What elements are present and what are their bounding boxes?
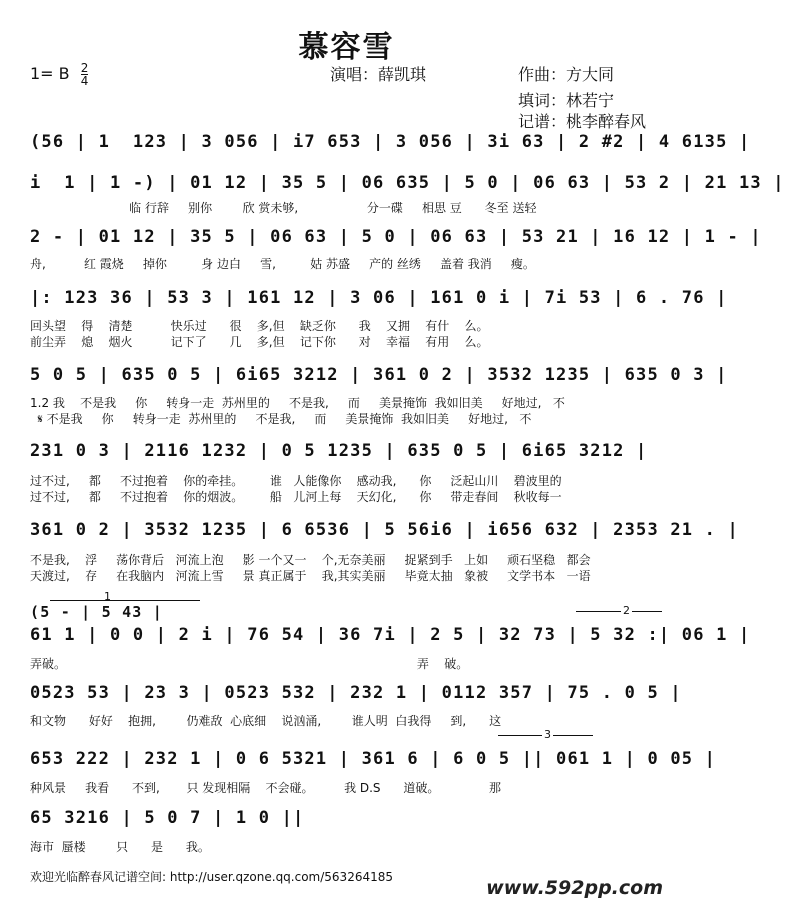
music-line-4	[30, 288, 728, 314]
volta-bracket-1	[36, 590, 636, 608]
watermark: www.592pp.com	[486, 877, 663, 899]
time-numerator: 2	[80, 61, 89, 75]
lyric-line: 过不过, 都 不过抱着 你的烟波。 船 儿河上每 天幻化, 你 带走春间 秋收每一	[30, 490, 562, 504]
notation-text: |: 123 36 | 53 3 | 161 12 | 3 06 | 161 0 i | 7i 53 | 6 . 76 |	[30, 288, 728, 308]
time-signature	[81, 62, 89, 87]
music-line-8b	[30, 625, 751, 651]
lyric-line: 前尘弄 熄 烟火 记下了 几 多,但 记下你 对 幸福 有用 么。	[30, 335, 489, 349]
music-line-9	[30, 683, 682, 709]
lyric-line: 不是我, 浮 荡你背后 河流上泡 影 一个又一 个,无奈美丽 捉紧到手 上如 顽石坚稳 都会	[30, 553, 591, 567]
lyricist-credit: 填词：林若宁	[518, 91, 615, 110]
lyric-line: 弄破。 弄 破。	[30, 657, 469, 671]
key-signature	[30, 62, 88, 87]
volta-line	[50, 600, 200, 601]
music-line-3	[30, 227, 762, 253]
lyric-line: 舟, 红 霞烧 掉你 身 边白 雪, 姑 苏盛 产的 丝绣 盖着 我消 瘦。	[30, 257, 535, 271]
song-title: 慕容雪	[298, 30, 395, 65]
volta-number: 3	[544, 728, 551, 741]
lyric-line: 1.2 我 不是我 你 转身一走 苏州里的 不是我, 而 美景掩饰 我如旧美 好地过, 不	[30, 396, 565, 410]
composer-credit: 作曲：方大同	[518, 65, 615, 84]
lyric-line: 过不过, 都 不过抱着 你的牵挂。 谁 人能像你 感动我, 你 泛起山川 碧波里的	[30, 474, 562, 488]
lyric-line: 𝄋 不是我 你 转身一走 苏州里的 不是我, 而 美景掩饰 我如旧美 好地过, 不	[30, 412, 532, 426]
notation-text: 5 0 5 | 635 0 5 | 6i65 3212 | 361 0 2 | 3532 1235 | 635 0 3 |	[30, 365, 728, 385]
notation-text: 361 0 2 | 3532 1235 | 6 6536 | 5 56i6 | i656 632 | 2353 21 . |	[30, 520, 739, 540]
lyric-line: 临 行辞 别你 欣 赏未够, 分一碟 相思 豆 冬至 送轻	[30, 201, 537, 215]
notation-text: (5 - | 5 43 |	[30, 603, 163, 621]
music-line-6	[30, 441, 662, 467]
notation-text: 65 3216 | 5 0 7 | 1 0 ||	[30, 808, 305, 828]
transcriber-credit: 记谱：桃李醉春风	[518, 112, 647, 131]
notation-text: (56 | 1 123 | 3 056 | i7 653 | 3 056 | 3i 63 | 2 #2 | 4 6135 |	[30, 132, 751, 152]
footer-text: 欢迎光临醉春风记谱空间: http://user.qzone.qq.com/563264185	[30, 870, 394, 884]
music-line-1	[30, 132, 751, 158]
key-label: 1= B	[30, 64, 70, 83]
notation-text: i 1 | 1 -) | 01 12 | 35 5 | 06 635 | 5 0 | 06 63 | 53 2 | 21 13 |	[30, 173, 785, 193]
volta-bracket-3	[498, 728, 593, 741]
notation-text: 2 - | 01 12 | 35 5 | 06 63 | 5 0 | 06 63 | 53 21 | 16 12 | 1 - |	[30, 227, 762, 247]
volta-bracket-2	[576, 604, 662, 626]
lyric-line: 回头望 得 清楚 快乐过 很 多,但 缺乏你 我 又拥 有什 么。	[30, 319, 489, 333]
music-line-7	[30, 520, 739, 546]
notation-text: 653 222 | 232 1 | 0 6 5321 | 361 6 | 6 0 5 || 061 1 | 0 05 |	[30, 749, 717, 769]
notation-text: 61 1 | 0 0 | 2 i | 76 54 | 36 7i | 2 5 | 32 73 | 5 32 :| 06 1 |	[30, 625, 751, 645]
time-denominator: 4	[80, 74, 89, 88]
music-line-11	[30, 808, 662, 834]
volta-number: 2	[623, 604, 630, 617]
notation-text: 0523 53 | 23 3 | 0523 532 | 232 1 | 0112 357 | 75 . 0 5 |	[30, 683, 682, 703]
singer-credit: 演唱：薛凯琪	[330, 65, 427, 84]
music-line-5	[30, 365, 728, 391]
notation-text: 231 0 3 | 2116 1232 | 0 5 1235 | 635 0 5 | 6i65 3212 |	[30, 441, 648, 461]
lyric-line: 和文物 好好 抱拥, 仍难敌 心底细 说汹涌, 谁人明 白我得 到, 这	[30, 714, 502, 728]
lyric-line: 种风景 我看 不到, 只 发现相隔 不会碰。 我 D.S 道破。 那	[30, 781, 502, 795]
volta-number: 1	[104, 590, 111, 603]
lyric-line: 海市 蜃楼 只 是 我。	[30, 840, 210, 854]
music-line-2	[30, 173, 785, 199]
lyric-line: 天渡过, 存 在我脑内 河流上雪 景 真正属于 我,其实美丽 毕竟太抽 象被 文学书本 一语	[30, 569, 591, 583]
music-line-10	[30, 749, 717, 775]
